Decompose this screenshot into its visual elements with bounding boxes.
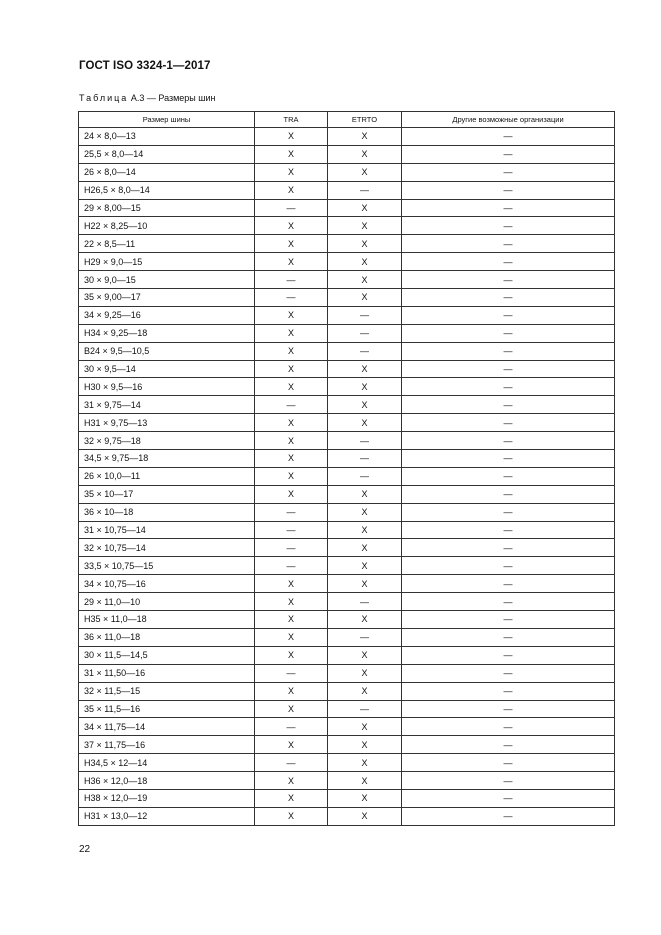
etrto-cell: — <box>328 467 402 485</box>
table-row <box>79 611 615 629</box>
other-organizations-cell: — <box>402 682 615 700</box>
etrto-cell: X <box>328 485 402 503</box>
other-organizations-cell: — <box>402 450 615 468</box>
table-row <box>79 289 615 307</box>
tire-size-cell: 31 × 10,75—14 <box>79 521 255 539</box>
table-row <box>79 646 615 664</box>
etrto-cell: X <box>328 253 402 271</box>
tire-size-cell: 24 × 8,0—13 <box>79 128 255 146</box>
tra-cell: — <box>255 271 328 289</box>
other-organizations-cell: — <box>402 128 615 146</box>
tire-size-cell: H34 × 9,25—18 <box>79 324 255 342</box>
other-organizations-cell: — <box>402 217 615 235</box>
tire-size-cell: 30 × 9,5—14 <box>79 360 255 378</box>
tra-cell: X <box>255 700 328 718</box>
table-row <box>79 414 615 432</box>
tra-cell: X <box>255 789 328 807</box>
etrto-cell: — <box>328 700 402 718</box>
tra-cell: X <box>255 593 328 611</box>
tra-cell: — <box>255 539 328 557</box>
etrto-cell: X <box>328 772 402 790</box>
tire-size-cell: 34 × 9,25—16 <box>79 306 255 324</box>
etrto-cell: X <box>328 646 402 664</box>
table-row <box>79 342 615 360</box>
etrto-cell: X <box>328 378 402 396</box>
table-row <box>79 807 615 825</box>
tire-size-cell: 31 × 11,50—16 <box>79 664 255 682</box>
etrto-cell: X <box>328 789 402 807</box>
table-row <box>79 360 615 378</box>
other-organizations-cell: — <box>402 789 615 807</box>
other-organizations-cell: — <box>402 700 615 718</box>
table-caption-separator: — <box>146 93 156 103</box>
column-header-etrto: ETRTO <box>328 112 402 128</box>
tire-size-cell: H38 × 12,0—19 <box>79 789 255 807</box>
tra-cell: X <box>255 772 328 790</box>
table-caption-title: Размеры шин <box>158 93 216 103</box>
table-row <box>79 199 615 217</box>
tire-size-cell: 33,5 × 10,75—15 <box>79 557 255 575</box>
tra-cell: X <box>255 306 328 324</box>
tire-size-cell: 31 × 9,75—14 <box>79 396 255 414</box>
etrto-cell: — <box>328 306 402 324</box>
tra-cell: X <box>255 128 328 146</box>
other-organizations-cell: — <box>402 163 615 181</box>
other-organizations-cell: — <box>402 557 615 575</box>
table-row <box>79 217 615 235</box>
other-organizations-cell: — <box>402 324 615 342</box>
other-organizations-cell: — <box>402 736 615 754</box>
column-header-tra: TRA <box>255 112 328 128</box>
tire-size-cell: 22 × 8,5—11 <box>79 235 255 253</box>
other-organizations-cell: — <box>402 432 615 450</box>
etrto-cell: X <box>328 611 402 629</box>
table-row <box>79 628 615 646</box>
etrto-cell: X <box>328 414 402 432</box>
table-row <box>79 396 615 414</box>
tire-size-cell: H22 × 8,25—10 <box>79 217 255 235</box>
other-organizations-cell: — <box>402 611 615 629</box>
tire-size-cell: 26 × 8,0—14 <box>79 163 255 181</box>
tire-size-cell: 35 × 11,5—16 <box>79 700 255 718</box>
etrto-cell: X <box>328 521 402 539</box>
table-row <box>79 467 615 485</box>
table-row <box>79 378 615 396</box>
etrto-cell: — <box>328 450 402 468</box>
etrto-cell: X <box>328 396 402 414</box>
etrto-cell: — <box>328 324 402 342</box>
other-organizations-cell: — <box>402 646 615 664</box>
other-organizations-cell: — <box>402 485 615 503</box>
table-body <box>79 128 615 826</box>
tire-size-cell: 30 × 9,0—15 <box>79 271 255 289</box>
table-row <box>79 754 615 772</box>
other-organizations-cell: — <box>402 772 615 790</box>
table-row <box>79 772 615 790</box>
other-organizations-cell: — <box>402 575 615 593</box>
other-organizations-cell: — <box>402 306 615 324</box>
etrto-cell: X <box>328 503 402 521</box>
table-row <box>79 539 615 557</box>
etrto-cell: — <box>328 181 402 199</box>
tire-size-cell: 34 × 10,75—16 <box>79 575 255 593</box>
etrto-cell: — <box>328 593 402 611</box>
table-row <box>79 271 615 289</box>
tire-size-cell: H30 × 9,5—16 <box>79 378 255 396</box>
other-organizations-cell: — <box>402 521 615 539</box>
tra-cell: X <box>255 235 328 253</box>
table-row <box>79 128 615 146</box>
tire-size-cell: 36 × 10—18 <box>79 503 255 521</box>
etrto-cell: — <box>328 628 402 646</box>
tire-size-cell: 32 × 10,75—14 <box>79 539 255 557</box>
tra-cell: — <box>255 396 328 414</box>
table-caption-label: Таблица <box>79 93 129 103</box>
etrto-cell: X <box>328 557 402 575</box>
tire-size-cell: 34,5 × 9,75—18 <box>79 450 255 468</box>
tra-cell: X <box>255 432 328 450</box>
other-organizations-cell: — <box>402 539 615 557</box>
other-organizations-cell: — <box>402 467 615 485</box>
table-caption <box>79 93 215 103</box>
table-row <box>79 253 615 271</box>
table-row <box>79 450 615 468</box>
tra-cell: X <box>255 628 328 646</box>
tra-cell: X <box>255 414 328 432</box>
tra-cell: — <box>255 521 328 539</box>
other-organizations-cell: — <box>402 503 615 521</box>
other-organizations-cell: — <box>402 271 615 289</box>
table-row <box>79 521 615 539</box>
tire-size-cell: 35 × 10—17 <box>79 485 255 503</box>
etrto-cell: — <box>328 432 402 450</box>
etrto-cell: X <box>328 754 402 772</box>
tra-cell: X <box>255 736 328 754</box>
tra-cell: X <box>255 467 328 485</box>
tra-cell: X <box>255 575 328 593</box>
table-row <box>79 485 615 503</box>
tra-cell: X <box>255 342 328 360</box>
tra-cell: X <box>255 163 328 181</box>
etrto-cell: X <box>328 736 402 754</box>
table-row <box>79 432 615 450</box>
etrto-cell: X <box>328 664 402 682</box>
table-row <box>79 235 615 253</box>
tra-cell: X <box>255 807 328 825</box>
etrto-cell: X <box>328 575 402 593</box>
table-caption-number: А.3 <box>130 93 145 103</box>
tire-size-cell: H36 × 12,0—18 <box>79 772 255 790</box>
other-organizations-cell: — <box>402 718 615 736</box>
tra-cell: — <box>255 199 328 217</box>
etrto-cell: X <box>328 682 402 700</box>
other-organizations-cell: — <box>402 396 615 414</box>
tire-size-cell: 29 × 11,0—10 <box>79 593 255 611</box>
etrto-cell: X <box>328 145 402 163</box>
tire-size-cell: 29 × 8,00—15 <box>79 199 255 217</box>
tire-size-cell: H31 × 9,75—13 <box>79 414 255 432</box>
tra-cell: X <box>255 253 328 271</box>
tire-size-cell: 32 × 11,5—15 <box>79 682 255 700</box>
tire-size-cell: 34 × 11,75—14 <box>79 718 255 736</box>
table-row <box>79 736 615 754</box>
etrto-cell: X <box>328 163 402 181</box>
table-row <box>79 557 615 575</box>
other-organizations-cell: — <box>402 378 615 396</box>
table-row <box>79 306 615 324</box>
other-organizations-cell: — <box>402 181 615 199</box>
document-title: ГОСТ ISO 3324-1—2017 <box>79 60 211 72</box>
other-organizations-cell: — <box>402 342 615 360</box>
etrto-cell: X <box>328 235 402 253</box>
table-row <box>79 163 615 181</box>
etrto-cell: X <box>328 289 402 307</box>
etrto-cell: X <box>328 217 402 235</box>
other-organizations-cell: — <box>402 593 615 611</box>
tra-cell: X <box>255 611 328 629</box>
column-header-tire-size: Размер шины <box>79 112 255 128</box>
tire-size-cell: H35 × 11,0—18 <box>79 611 255 629</box>
tra-cell: X <box>255 646 328 664</box>
tire-size-cell: 26 × 10,0—11 <box>79 467 255 485</box>
tire-size-cell: H29 × 9,0—15 <box>79 253 255 271</box>
tra-cell: — <box>255 718 328 736</box>
table-row <box>79 575 615 593</box>
tra-cell: — <box>255 664 328 682</box>
table-row <box>79 682 615 700</box>
etrto-cell: — <box>328 342 402 360</box>
other-organizations-cell: — <box>402 253 615 271</box>
table-row <box>79 181 615 199</box>
tire-size-cell: 35 × 9,00—17 <box>79 289 255 307</box>
etrto-cell: X <box>328 360 402 378</box>
tire-size-cell: 37 × 11,75—16 <box>79 736 255 754</box>
tra-cell: — <box>255 754 328 772</box>
tire-size-cell: 25,5 × 8,0—14 <box>79 145 255 163</box>
column-header-other-organizations: Другие возможные организации <box>402 112 615 128</box>
other-organizations-cell: — <box>402 360 615 378</box>
other-organizations-cell: — <box>402 754 615 772</box>
other-organizations-cell: — <box>402 628 615 646</box>
other-organizations-cell: — <box>402 289 615 307</box>
page-number: 22 <box>79 844 91 855</box>
tra-cell: X <box>255 378 328 396</box>
table-row <box>79 664 615 682</box>
tire-size-cell: H31 × 13,0—12 <box>79 807 255 825</box>
table-row <box>79 145 615 163</box>
etrto-cell: X <box>328 539 402 557</box>
other-organizations-cell: — <box>402 664 615 682</box>
tire-size-cell: H26,5 × 8,0—14 <box>79 181 255 199</box>
other-organizations-cell: — <box>402 145 615 163</box>
tra-cell: — <box>255 289 328 307</box>
other-organizations-cell: — <box>402 199 615 217</box>
etrto-cell: X <box>328 128 402 146</box>
tra-cell: X <box>255 181 328 199</box>
tire-sizes-table <box>78 111 615 826</box>
other-organizations-cell: — <box>402 414 615 432</box>
etrto-cell: X <box>328 718 402 736</box>
table-row <box>79 324 615 342</box>
tra-cell: X <box>255 217 328 235</box>
tire-size-cell: H34,5 × 12—14 <box>79 754 255 772</box>
tra-cell: X <box>255 324 328 342</box>
etrto-cell: X <box>328 271 402 289</box>
table-row <box>79 593 615 611</box>
tra-cell: X <box>255 360 328 378</box>
table-row <box>79 789 615 807</box>
etrto-cell: X <box>328 199 402 217</box>
other-organizations-cell: — <box>402 235 615 253</box>
tire-size-cell: 32 × 9,75—18 <box>79 432 255 450</box>
tra-cell: — <box>255 503 328 521</box>
tra-cell: X <box>255 682 328 700</box>
table-row <box>79 718 615 736</box>
table-header-row <box>79 112 615 128</box>
tra-cell: — <box>255 557 328 575</box>
tire-size-cell: 30 × 11,5—14,5 <box>79 646 255 664</box>
tra-cell: X <box>255 450 328 468</box>
tire-size-cell: B24 × 9,5—10,5 <box>79 342 255 360</box>
tra-cell: X <box>255 145 328 163</box>
other-organizations-cell: — <box>402 807 615 825</box>
tra-cell: X <box>255 485 328 503</box>
table-row <box>79 503 615 521</box>
tire-size-cell: 36 × 11,0—18 <box>79 628 255 646</box>
etrto-cell: X <box>328 807 402 825</box>
table-row <box>79 700 615 718</box>
